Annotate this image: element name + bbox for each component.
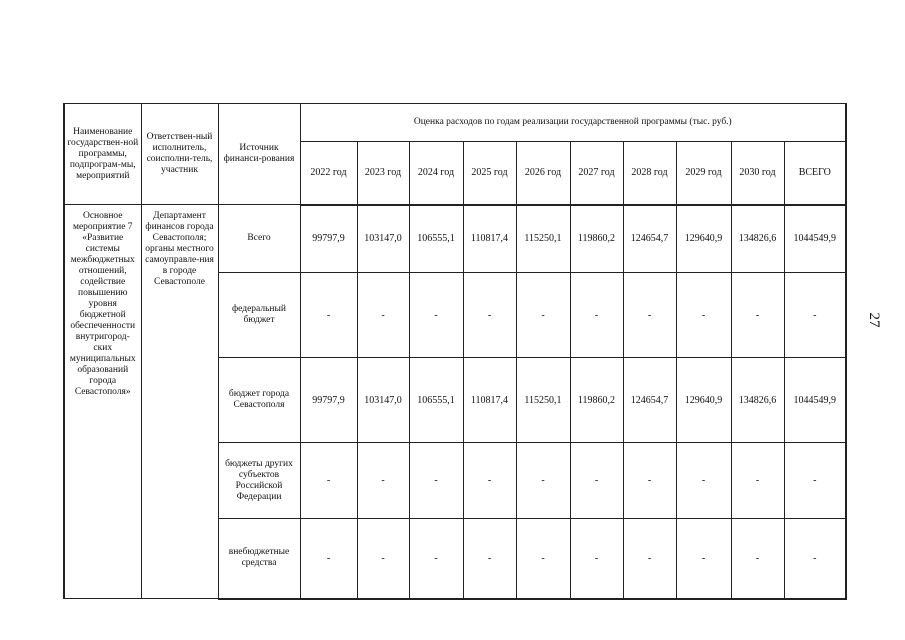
- value-cell: 134826,6: [731, 205, 784, 273]
- value-cell: -: [676, 519, 731, 599]
- total-header: ВСЕГО: [784, 142, 846, 205]
- value-cell: 119860,2: [570, 205, 623, 273]
- value-cell: 124654,7: [623, 358, 676, 443]
- year-header: 2025 год: [463, 142, 516, 205]
- value-cell: -: [570, 519, 623, 599]
- year-header: 2029 год: [676, 142, 731, 205]
- value-cell: -: [357, 519, 409, 599]
- responsible-cell: Департамент финансов города Севастополя; органы местного самоуправле-ния в городе Севастополе: [141, 205, 218, 599]
- year-header: 2026 год: [516, 142, 570, 205]
- source-label: федеральный бюджет: [218, 273, 300, 358]
- value-cell: -: [570, 273, 623, 358]
- value-cell: 124654,7: [623, 205, 676, 273]
- value-cell: -: [516, 519, 570, 599]
- value-cell: 99797,9: [300, 205, 357, 273]
- source-label: Всего: [218, 205, 300, 273]
- value-cell: -: [463, 443, 516, 519]
- total-cell: -: [784, 443, 846, 519]
- program-cell: Основное мероприятие 7 «Развитие системы межбюджетных отношений, содействие повышению уровня бюджетной обеспеченности внутригород-ских муниципальных образований города Севастополя»: [64, 205, 141, 599]
- value-cell: -: [676, 443, 731, 519]
- year-header: 2024 год: [409, 142, 463, 205]
- value-cell: -: [676, 273, 731, 358]
- value-cell: 99797,9: [300, 358, 357, 443]
- value-cell: 129640,9: [676, 358, 731, 443]
- year-header: 2028 год: [623, 142, 676, 205]
- value-cell: 129640,9: [676, 205, 731, 273]
- value-cell: 103147,0: [357, 205, 409, 273]
- value-cell: -: [623, 519, 676, 599]
- value-cell: -: [623, 443, 676, 519]
- program-name-header: Наименование государствен-ной программы, подпрограм-мы, мероприятий: [64, 104, 141, 205]
- budget-table: [63, 103, 847, 600]
- year-header: 2022 год: [300, 142, 357, 205]
- value-cell: 134826,6: [731, 358, 784, 443]
- value-cell: -: [463, 519, 516, 599]
- estimate-header: Оценка расходов по годам реализации государственной программы (тыс. руб.): [300, 104, 846, 142]
- value-cell: -: [463, 273, 516, 358]
- total-cell: 1044549,9: [784, 358, 846, 443]
- value-cell: -: [516, 273, 570, 358]
- value-cell: 103147,0: [357, 358, 409, 443]
- value-cell: 106555,1: [409, 358, 463, 443]
- value-cell: -: [300, 519, 357, 599]
- value-cell: -: [357, 273, 409, 358]
- value-cell: -: [570, 443, 623, 519]
- source-label: внебюджетные средства: [218, 519, 300, 599]
- responsible-header: Ответствен-ный исполнитель, соисполни-тель, участник: [141, 104, 218, 205]
- table-row: [64, 205, 846, 273]
- value-cell: 119860,2: [570, 358, 623, 443]
- year-header: 2027 год: [570, 142, 623, 205]
- value-cell: 115250,1: [516, 205, 570, 273]
- source-label: бюджеты других субъектов Российской Федерации: [218, 443, 300, 519]
- value-cell: -: [357, 443, 409, 519]
- value-cell: 106555,1: [409, 205, 463, 273]
- value-cell: -: [623, 273, 676, 358]
- total-cell: -: [784, 519, 846, 599]
- year-header: 2030 год: [731, 142, 784, 205]
- value-cell: -: [409, 273, 463, 358]
- total-cell: 1044549,9: [784, 205, 846, 273]
- value-cell: -: [731, 443, 784, 519]
- header-row-top: [64, 104, 846, 142]
- total-cell: -: [784, 273, 846, 358]
- value-cell: -: [731, 273, 784, 358]
- value-cell: -: [516, 443, 570, 519]
- value-cell: 110817,4: [463, 358, 516, 443]
- year-header: 2023 год: [357, 142, 409, 205]
- value-cell: -: [300, 443, 357, 519]
- value-cell: -: [300, 273, 357, 358]
- source-header: Источник финанси-рования: [218, 104, 300, 205]
- value-cell: 110817,4: [463, 205, 516, 273]
- page-number: 27: [866, 312, 882, 328]
- value-cell: -: [409, 443, 463, 519]
- value-cell: 115250,1: [516, 358, 570, 443]
- value-cell: -: [731, 519, 784, 599]
- source-label: бюджет города Севастополя: [218, 358, 300, 443]
- value-cell: -: [409, 519, 463, 599]
